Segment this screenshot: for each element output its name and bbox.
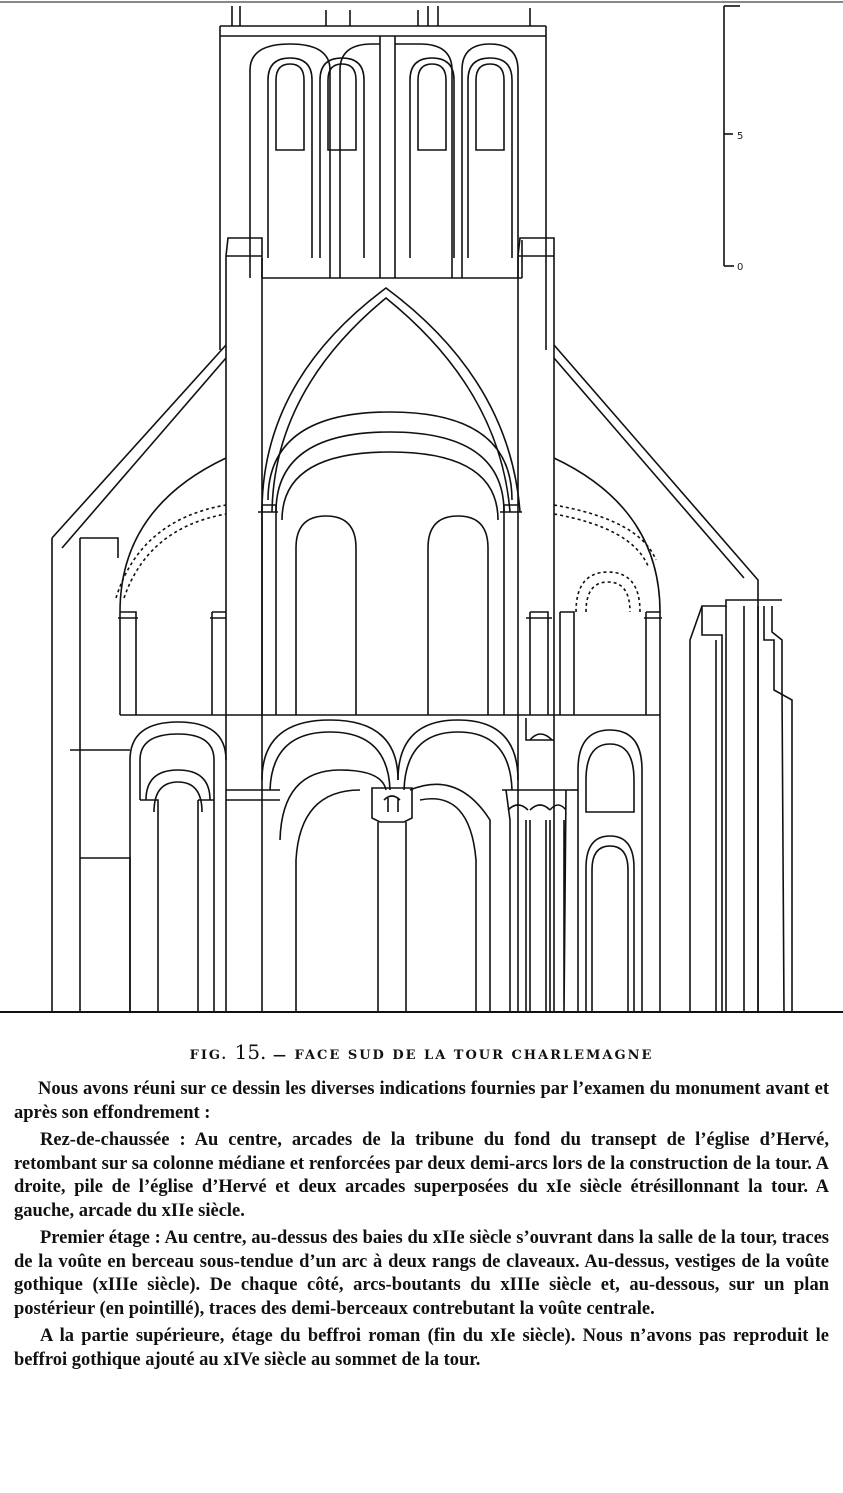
caption-title: — FACE SUD DE LA TOUR CHARLEMAGNE bbox=[272, 1048, 654, 1063]
scale-bar bbox=[724, 6, 743, 273]
paragraph-first-storey: Premier étage : Au centre, au-dessus des baies du xIIe siècle s’ouvrant dans la salle de la tour, traces de la voûte en berceau sous-tendue d’un arc à deux rangs de claveaux. Au-dessus, vestiges de la voûte gothique (xIIIe siècle). De chaque côté, arcs-boutants du xIIIe siècle et, au-dessous, sur un plan postérieur (en pointillé), traces des demi-berceaux contrebutant la voûte centrale. bbox=[14, 1228, 829, 1319]
paragraph-ground-floor: Rez-de-chaussée : Au centre, arcades de la tribune du fond du transept de l’église d’Hervé, retombant sur sa colonne médiane et renforcées par deux demi-arcs lors de la construction de la tour. A droite, pile de l’église d’Hervé et deux arcades superposées du xIe siècle étrésillonnant la tour. A gauche, arcade du xIIe siècle. bbox=[14, 1130, 829, 1221]
right-pier bbox=[690, 600, 792, 1012]
ground-floor-arcades bbox=[130, 715, 660, 1012]
paragraph-upper-part: A la partie supérieure, étage du beffroi roman (fin du xIe siècle). Nous n’avons pas reproduit le beffroi gothique ajouté au xIVe siècle au sommet de la tour. bbox=[14, 1326, 829, 1370]
caption-number: 15. bbox=[234, 1040, 267, 1064]
scale-label-0: 0 bbox=[737, 262, 744, 273]
paragraph-intro: Nous avons réuni sur ce dessin les diverses indications fournies par l’examen du monument avant et après son effondrement : bbox=[14, 1079, 829, 1123]
caption-prefix: FIG. bbox=[189, 1048, 229, 1063]
belfry-storey bbox=[220, 6, 546, 350]
scale-label-5: 5 bbox=[737, 131, 744, 142]
figure-caption bbox=[0, 1040, 843, 1064]
first-storey bbox=[118, 505, 662, 740]
left-side-wall bbox=[70, 538, 130, 1012]
body-text bbox=[14, 1078, 829, 1376]
